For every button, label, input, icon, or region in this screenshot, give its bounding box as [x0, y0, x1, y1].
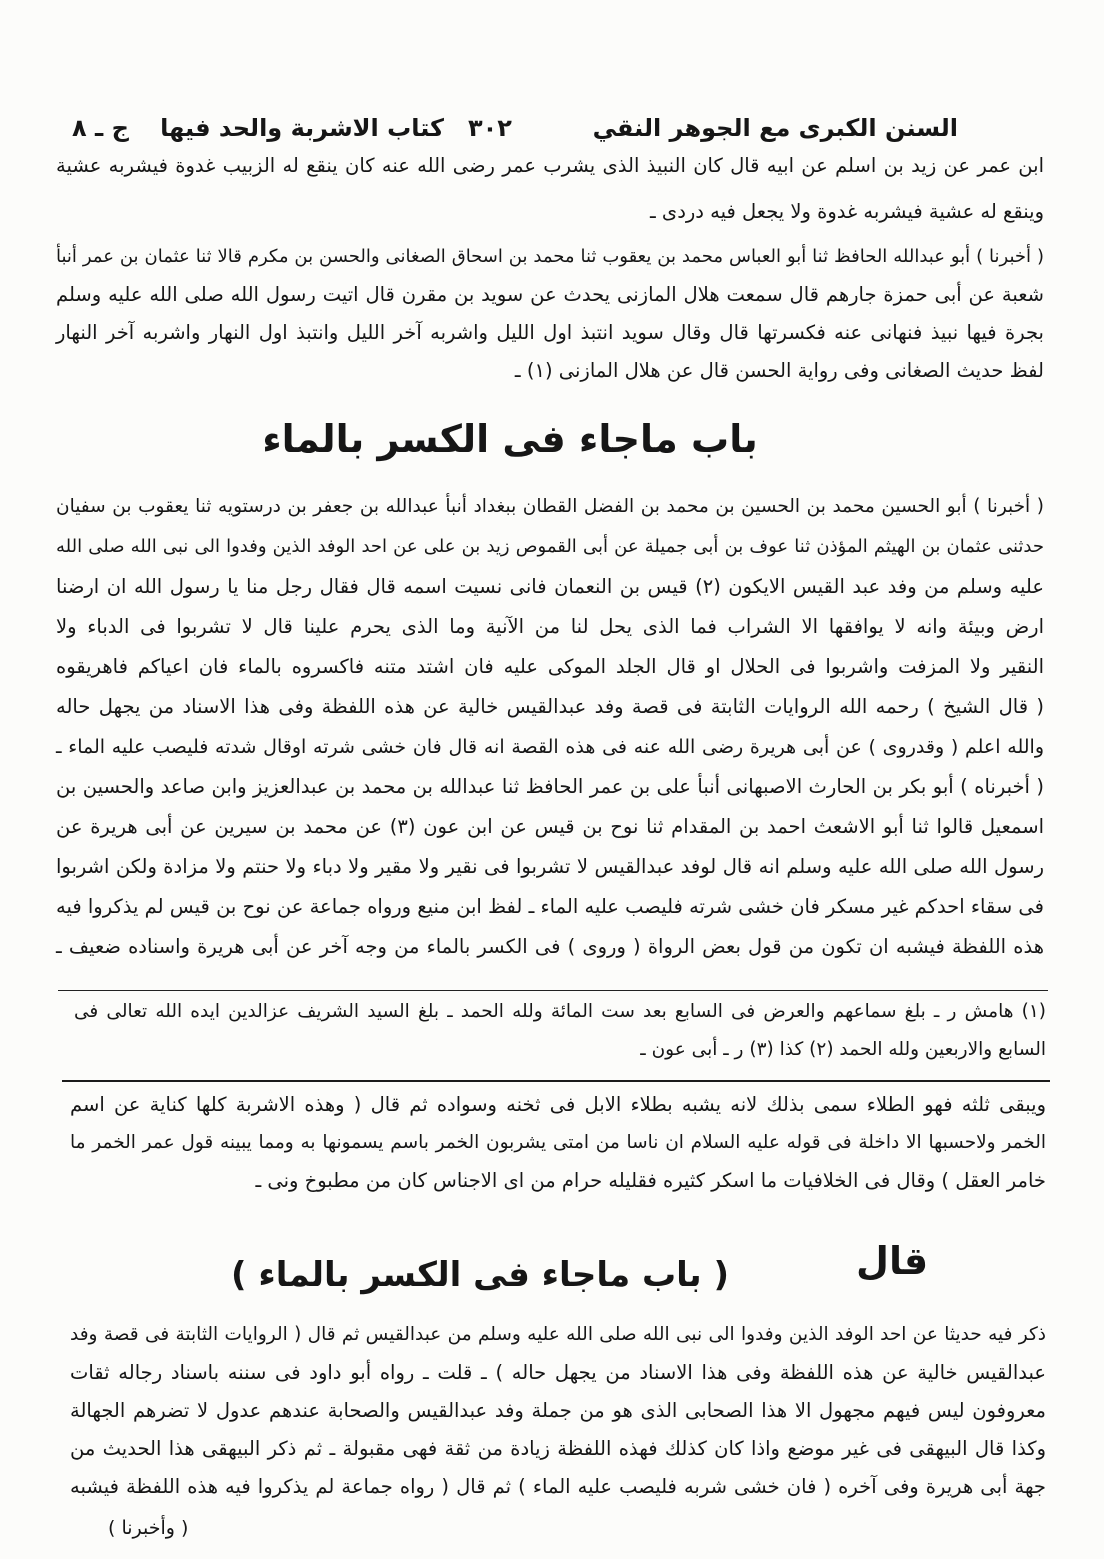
text-line: عليه وسلم من وفد عبد القيس الايكون (٢) قيس بن النعمان فانى نسيت اسمه قال فقال رجل منا يا رسول الله ان ارضنا: [56, 575, 1045, 598]
main-text-report: [56, 238, 1044, 390]
footnote-line: السابع والاربعين ولله الحمد (٢) كذا (٣) ر ـ أبى عون ـ: [640, 1039, 1046, 1060]
text-line: شعبة عن أبى حمزة جارهم قال سمعت هلال المازنى يحدث عن سويد بن مقرن قال اتيت رسول الله صلى الله عليه وسلم: [56, 283, 1044, 306]
volume-number: ج ـ ٨: [72, 114, 129, 142]
chapter-heading: باب ماجاء فى الكسر بالماء: [262, 417, 758, 461]
footnote-divider: [58, 990, 1048, 991]
running-head-chapter: كتاب الاشربة والحد فيها: [160, 114, 444, 142]
running-head-title: السنن الكبرى مع الجوهر النقي: [592, 114, 958, 142]
text-line: جهة أبى هريرة وفى آخره ( فان خشى شربه فليصب عليه الماء ) ثم قال ( رواه جماعة لم يذكروا فيه هذه اللفظة فيشبه: [70, 1475, 1046, 1498]
footnotes: [74, 993, 1046, 1069]
text-line: وكذا قال البيهقى فى غير موضع واذا كان كذلك فهذه اللفظة زيادة من ثقة فهى مقبولة ـ ثم ذكر البيهقى هذا الحديث من: [70, 1437, 1046, 1460]
page-number: ٣٠٢: [468, 114, 512, 142]
text-line: ( أخبرناه ) أبو بكر بن الحارث الاصبهانى أنبأ على بن عمر الحافظ ثنا عبدالله بن محمد بن عبدالعزيز وابن صاعد والحسين بن: [56, 775, 1044, 798]
text-line: معروفون ليس فيهم مجهول الا هذا الصحابى الذى هو من جملة وفد عبدالقيس والصحابة عندهم عدول لا تضرهم الجهالة: [70, 1399, 1046, 1422]
text-line: والله اعلم ( وقدروى ) عن أبى هريرة رضى الله عنه فى هذه القصة انه قال فان خشى شرته اوقال شدته فليصب عليه الماء ـ: [56, 736, 1044, 758]
text-line: الخمر ولاحسبها الا داخلة فى قوله عليه السلام ان ناسا من امتى يشربون الخمر باسم يسمونها به ومما يبينه قول عمر الخمر ما: [70, 1132, 1046, 1153]
text-line: هذه اللفظة فيشبه ان تكون من قول بعض الرواة ( وروى ) فى الكسر بالماء من وجه آخر عن أبى هريرة واسناده ضعيف ـ: [56, 935, 1044, 958]
text-line: ( قال الشيخ ) رحمه الله الروايات الثابتة فى قصة وفد عبدالقيس خالية عن هذه اللفظة وفى هذا الاسناد من يجهل حاله: [56, 695, 1044, 718]
text-line: رسول الله صلى الله عليه وسلم انه قال لوفد عبدالقيس لا تشربوا فى نقير ولا مقير ولا دباء ولا حنتم ولا مزادة ولكن اشربوا: [56, 855, 1044, 878]
main-text-continuation: [56, 143, 1044, 235]
text-line: النقير ولا المزفت واشربوا فى الحلال او قال الجلد الموكى عليه فان اشتد متنه فاكسروه بالماء فان اعياكم فاهريقوه: [56, 655, 1044, 678]
commentary-continuation: [70, 1086, 1046, 1200]
chapter-text: [56, 487, 1044, 967]
text-line: خامر العقل ) وقال فى الخلافيات ما اسكر كثيره فقليله حرام من اى الاجناس كان من مطبوخ ونى ـ: [255, 1169, 1046, 1192]
text-line: ويبقى ثلثه فهو الطلاء سمى بذلك لانه يشبه بطلاء الابل فى ثخنه وسواده ثم قال ( وهذه الاشربة كلها كناية عن اسم: [70, 1093, 1046, 1116]
text-line: حدثنى عثمان بن الهيثم المؤذن ثنا عوف بن أبى جميلة عن أبى القموص زيد بن على عن احد الوفد الذين وفدوا الى نبى الله صلى الله: [56, 536, 1044, 557]
text-line: ارض وبيئة وانه لا يوافقها الا الشراب فما الذى يحل لنا من الآنية وما الذى يحرم علينا قال لا تشربوا فى الدباء ولا: [56, 615, 1044, 638]
text-line: فى سقاء احدكم غير مسكر فان خشى شرته فليصب عليه الماء ـ لفظ ابن منيع ورواه جماعة عن نوح بن قيس لم يذكروا فيه: [56, 895, 1044, 918]
text-line: وينقع له عشية فيشربه غدوة ولا يجعل فيه دردى ـ: [650, 200, 1044, 223]
text-line: اسمعيل قالوا ثنا أبو الاشعث احمد بن المقدام ثنا نوح بن قيس عن ابن عون (٣) عن محمد بن سيرين عن أبى هريرة عن: [56, 815, 1045, 838]
section-divider: [62, 1080, 1050, 1082]
commentary-chapter-heading: ( باب ماجاء فى الكسر بالماء ): [230, 1255, 730, 1295]
text-line: ابن عمر عن زيد بن اسلم عن ابيه قال كان النبيذ الذى يشرب عمر رضى الله عنه كان ينقع له الزبيب غدوة فيشربه عشية: [56, 154, 1044, 177]
commentary-text: [70, 1316, 1046, 1506]
text-line: ( أخبرنا ) أبو الحسين محمد بن الحسين بن محمد بن الفضل القطان ببغداد أنبأ عبدالله بن جعفر بن درستويه ثنا يعقوب بن سفيان: [56, 496, 1044, 517]
catchword: ( وأخبرنا ): [108, 1517, 189, 1539]
text-line: ( أخبرنا ) أبو عبدالله الحافظ ثنا أبو العباس محمد بن يعقوب ثنا محمد بن اسحاق الصغانى والحسن بن مكرم قالا ثنا عثمان بن عمر أنبأ: [56, 246, 1044, 267]
text-line: ذكر فيه حديثا عن احد الوفد الذين وفدوا الى نبى الله صلى الله عليه وسلم من عبدالقيس ثم قال ( الروايات الثابتة فى قصة وفد: [70, 1324, 1046, 1345]
commentary-qal-label: قال: [856, 1239, 929, 1283]
footnote-line: (١) هامش ر ـ بلغ سماعهم والعرض فى السابع بعد ست المائة ولله الحمد ـ بلغ السيد الشريف عزالدين ايده الله تعالى فى: [74, 1001, 1046, 1022]
text-line: عبدالقيس خالية عن هذه اللفظة وفى هذا الاسناد من يجهل حاله ) ـ قلت ـ رواه أبو داود فى سننه باسناد رجاله ثقات: [70, 1361, 1046, 1384]
text-line: لفظ حديث الصغانى وفى رواية الحسن قال عن هلال المازنى (١) ـ: [514, 359, 1044, 382]
text-line: بجرة فيها نبيذ فنهانى عنه فكسرتها قال وقال سويد انتبذ اول الليل واشربه آخر الليل وانتبذ اول النهار واشربه آخر النهار: [56, 321, 1044, 344]
